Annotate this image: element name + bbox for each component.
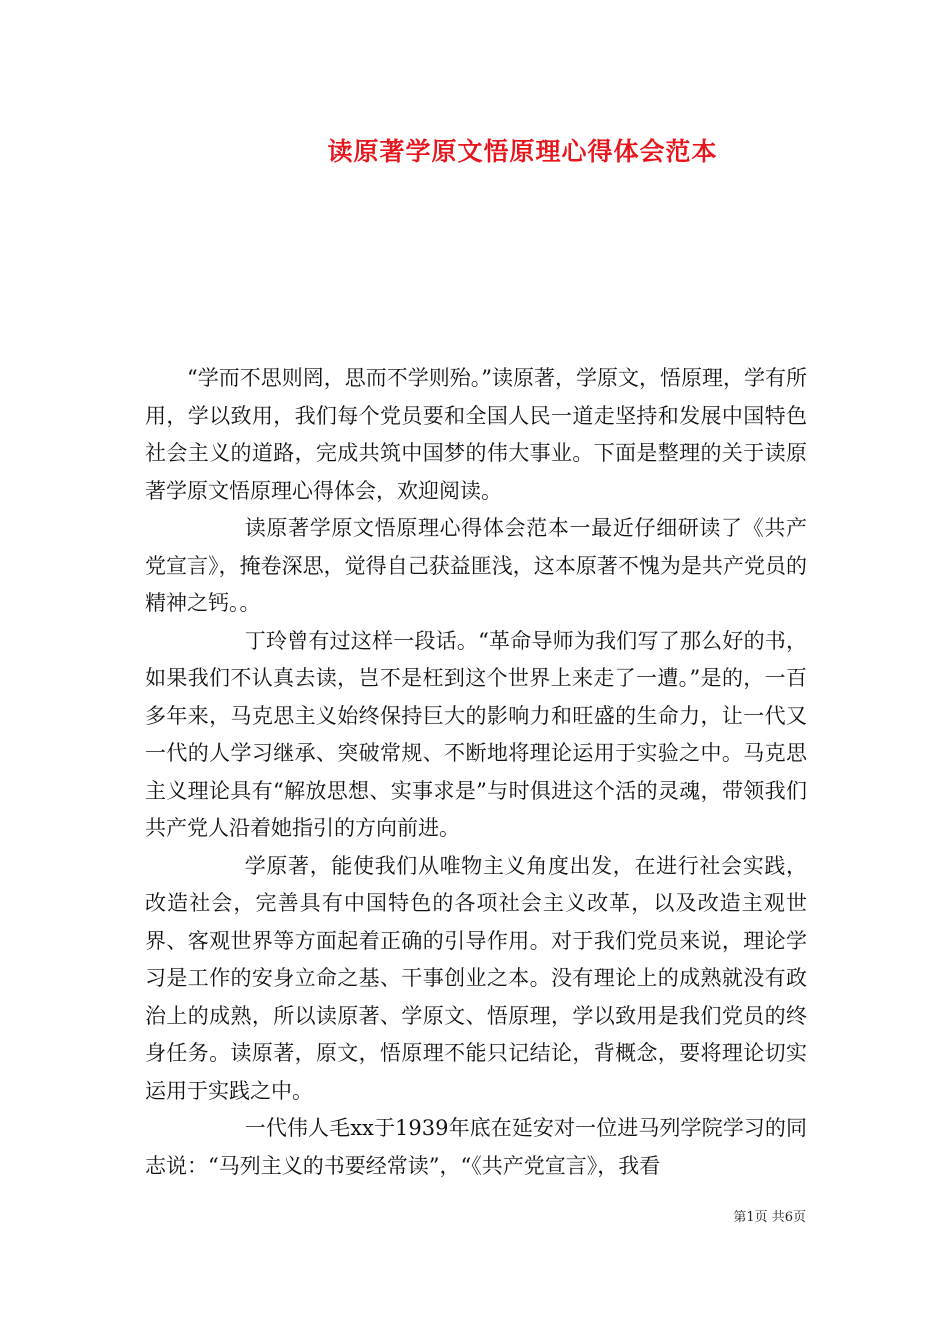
paragraph-ding-ling: 丁玲曾有过这样一段话。“革命导师为我们写了那么好的书，如果我们不认真去读，岂不是枉到这个世界上来走了一遭。”是的，一百多年来，马克思主义始终保持巨大的影响力和旺盛的生命力，让一代又一代的人学习继承、突破常规、不断地将理论运用于实验之中。马克思主义理论具有“解放思想、实事求是”与时俱进这个活的灵魂，带领我们共产党人沿着她指引的方向前进。 [145,628,807,840]
paragraph-intro: “学而不思则罔，思而不学则殆。”读原著，学原文，悟原理，学有所用，学以致用，我们每个党员要和全国人民一道走坚持和发展中国特色社会主义的道路，完成共筑中国梦的伟大事业。下面是整理的关于读原著学原文悟原理心得体会，欢迎阅读。 [145,366,807,503]
paragraph-study-original: 学原著，能使我们从唯物主义角度出发，在进行社会实践，改造社会，完善具有中国特色的各项社会主义改革，以及改造主观世界、客观世界等方面起着正确的引导作用。对于我们党员来说，理论学习是工作的安身立命之基、干事创业之本。没有理论上的成熟就没有政治上的成熟，所以读原著、学原文、悟原理，学以致用是我们党员的终身任务。读原著，原文，悟原理不能只记结论，背概念，要将理论切实运用于实践之中。 [145,853,807,1103]
document-title: 读原著学原文悟原理心得体会范本 [327,137,718,166]
paragraph-great-leader: 一代伟人毛xx于1939年底在延安对一位进马列学院学习的同志说：“马列主义的书要经常读”，“《共产党宣言》，我看 [145,1116,807,1178]
page-indicator: 第1页 共6页 [733,1210,806,1225]
document-body [145,360,807,1185]
paragraph-sample-one: 读原著学原文悟原理心得体会范本一最近仔细研读了《共产党宣言》，掩卷深思，觉得自己获益匪浅，这本原著不愧为是共产党员的精神之钙。。 [145,516,807,615]
